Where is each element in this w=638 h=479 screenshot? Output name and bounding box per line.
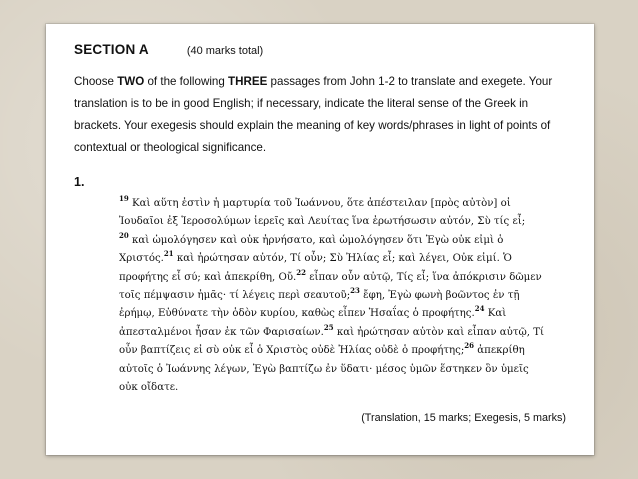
instructions-line-4: contextual or theological significance. bbox=[74, 141, 267, 154]
passage-text: καὶ ὡμολόγησεν καὶ οὐκ ἠρνήσατο, καὶ ὡμολόγησεν ὅτι Ἐγὼ οὐκ εἰμὶ ὁ bbox=[128, 234, 504, 246]
passage-line bbox=[119, 305, 566, 323]
passage-line bbox=[119, 213, 566, 231]
passage-text: προφήτης εἶ σύ; καὶ ἀπεκρίθη, Οὔ. bbox=[119, 271, 297, 283]
section-marks: (40 marks total) bbox=[186, 45, 264, 57]
passage-text: ἀπεσταλμένοι ἦσαν ἐκ τῶν Φαρισαίων. bbox=[119, 326, 324, 338]
instructions-line-2: translation is to be in good English; if necessary, indicate the literal sense of the Greek in bbox=[74, 97, 529, 110]
passage-text: Καὶ bbox=[484, 308, 507, 320]
passage-text: εἶπαν οὖν αὐτῷ, Τίς εἶ; ἵνα ἀπόκρισιν δῶμεν bbox=[306, 271, 542, 283]
verse-number: 26 bbox=[464, 341, 475, 351]
passage-line bbox=[119, 269, 566, 287]
instructions-text: passages from John 1-2 to translate and exegete. Your bbox=[267, 75, 553, 88]
passage-line bbox=[119, 342, 566, 360]
instructions-text: of the following bbox=[144, 75, 229, 88]
greek-passage bbox=[119, 195, 566, 397]
verse-number: 25 bbox=[323, 322, 334, 332]
exam-page bbox=[46, 24, 594, 455]
instructions-text: Choose bbox=[74, 75, 118, 88]
passage-text: καὶ ἠρώτησαν αὐτόν, Τί οὖν; Σὺ Ἠλίας εἶ; καὶ λέγει, Οὐκ εἰμί. Ὁ bbox=[173, 253, 512, 265]
verse-number: 19 bbox=[119, 194, 129, 203]
passage-text: ἔφη, Ἐγὼ φωνὴ βοῶντος ἐν τῇ bbox=[359, 290, 520, 302]
instructions-line-1 bbox=[74, 71, 566, 93]
verse-number: 22 bbox=[296, 267, 306, 277]
passage-text: οὖν βαπτίζεις εἰ σὺ οὐκ εἶ ὁ Χριστὸς οὐδὲ Ἠλίας οὐδὲ ὁ προφήτης; bbox=[119, 345, 465, 357]
section-heading bbox=[74, 42, 566, 57]
passage-text: αὐτοῖς ὁ Ἰωάννης λέγων, Ἐγὼ βαπτίζω ἐν ὕδατι· μέσος ὑμῶν ἕστηκεν ὃν ὑμεῖς bbox=[119, 363, 529, 375]
verse-number: 24 bbox=[474, 304, 485, 314]
passage-text: καὶ ἠρώτησαν αὐτὸν καὶ εἶπαν αὐτῷ, Τί bbox=[333, 326, 545, 338]
instructions-emphasis-two: TWO bbox=[117, 75, 145, 88]
verse-number: 23 bbox=[350, 286, 360, 296]
passage-text: τοῖς πέμψασιν ἡμᾶς· τί λέγεις περὶ σεαυτοῦ; bbox=[119, 290, 351, 302]
passage-text: οὐκ οἴδατε. bbox=[119, 382, 179, 394]
instructions bbox=[74, 71, 566, 159]
question-number: 1. bbox=[74, 175, 85, 189]
passage-text: ἀπεκρίθη bbox=[474, 345, 525, 357]
passage-line bbox=[119, 195, 566, 213]
passage-text: Καὶ αὕτη ἐστὶν ἡ μαρτυρία τοῦ Ἰωάννου, ὅτε ἀπέστειλαν [πρὸς αὐτὸν] οἱ bbox=[128, 198, 511, 209]
verse-number: 20 bbox=[119, 230, 129, 240]
passage-line bbox=[119, 379, 566, 397]
verse-number: 21 bbox=[163, 249, 174, 259]
passage-line bbox=[119, 287, 566, 305]
question-marks: (Translation, 15 marks; Exegesis, 5 marks) bbox=[361, 412, 566, 424]
passage-line bbox=[119, 232, 566, 250]
passage-line bbox=[119, 361, 566, 379]
passage-line bbox=[119, 250, 566, 268]
instructions-line-3: brackets. Your exegesis should explain the meaning of key words/phrases in light of points of bbox=[74, 119, 551, 132]
instructions-emphasis-three: THREE bbox=[228, 75, 268, 88]
passage-text: ἐρήμῳ, Εὐθύνατε τὴν ὁδὸν κυρίου, καθὼς εἶπεν Ἠσαΐας ὁ προφήτης. bbox=[119, 308, 475, 320]
passage-line bbox=[119, 324, 566, 342]
passage-text: Ἰουδαῖοι ἐξ Ἱεροσολύμων ἱερεῖς καὶ Λευίτας ἵνα ἐρωτήσωσιν αὐτόν, Σὺ τίς εἶ; bbox=[119, 216, 526, 228]
passage-text: Χριστός. bbox=[119, 253, 164, 265]
section-title: SECTION A bbox=[74, 42, 149, 57]
